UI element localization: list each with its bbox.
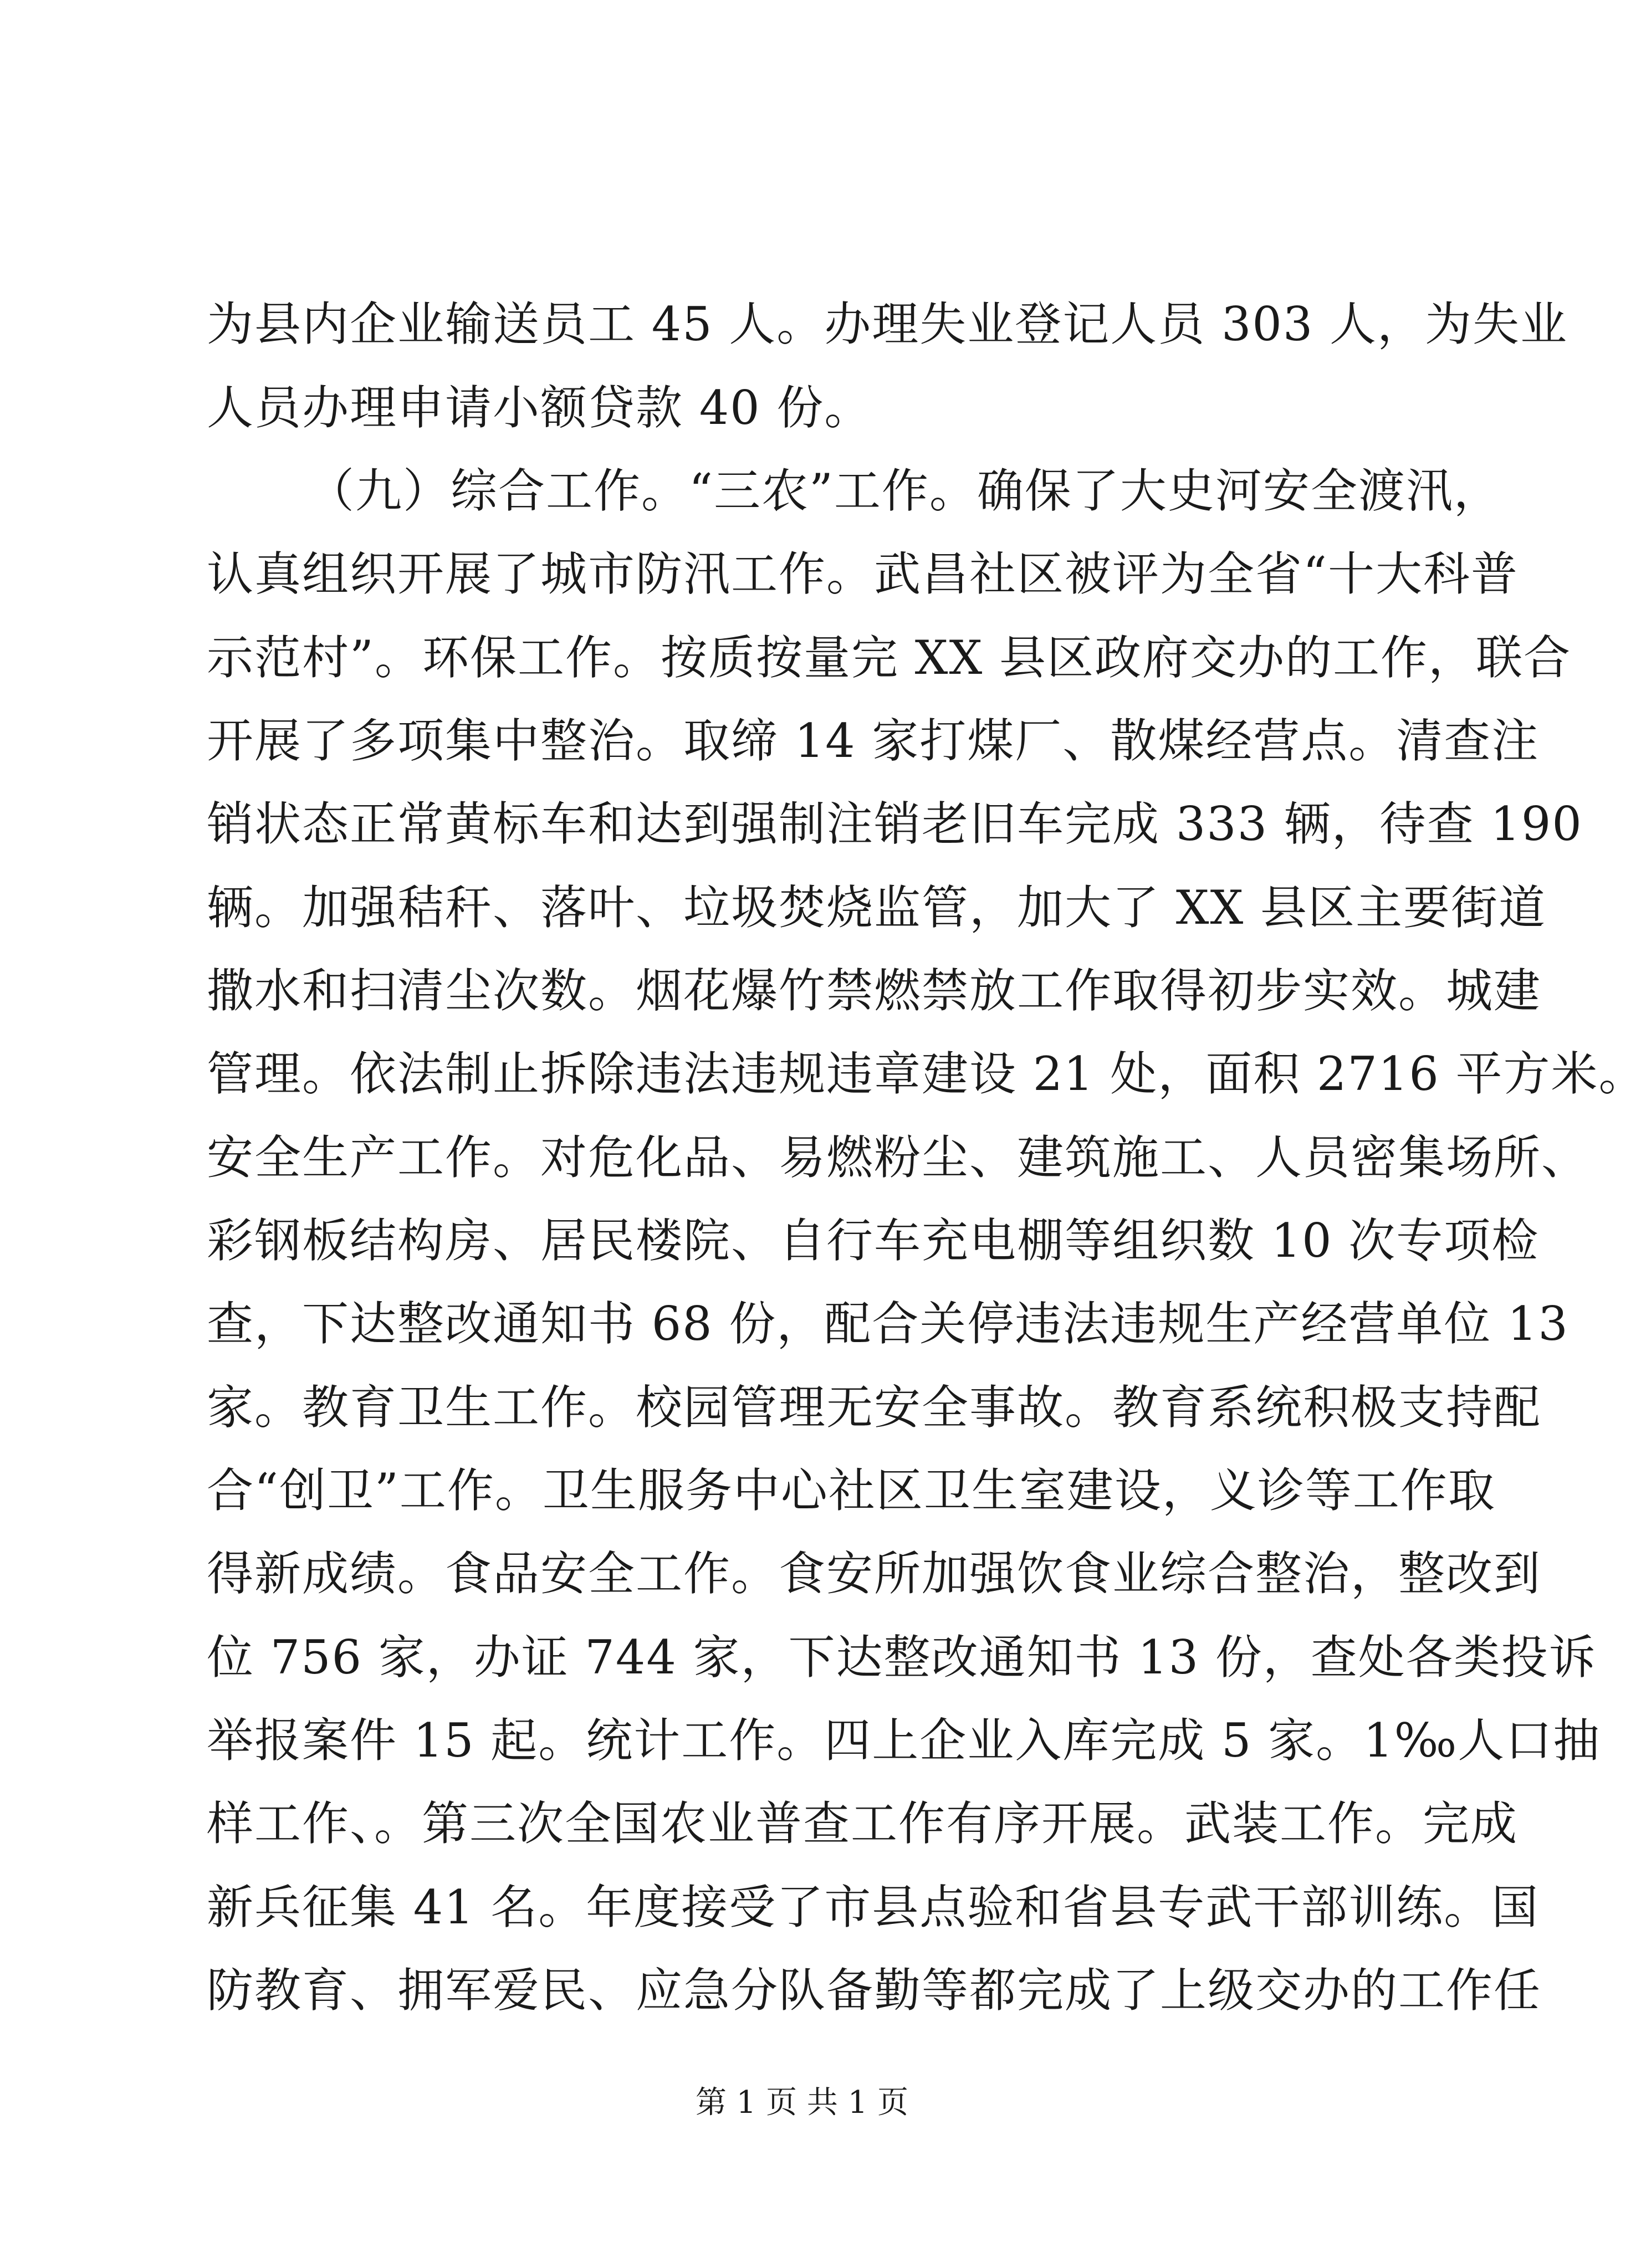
body-text-line: 撒水和扫清尘次数。烟花爆竹禁燃禁放工作取得初步实效。城建 bbox=[207, 964, 1542, 1018]
body-text-line: 认真组织开展了城市防汛工作。武昌社区被评为全省“十大科普 bbox=[207, 547, 1519, 601]
body-text-line: 管理。依法制止拆除违法违规违章建设 21 处，面积 2716 平方米。 bbox=[207, 1047, 1646, 1101]
body-text-line: 开展了多项集中整治。取缔 14 家打煤厂、散煤经营点。清查注 bbox=[207, 714, 1540, 768]
body-text-line: 示范村”。环保工作。按质按量完 XX 县区政府交办的工作，联合 bbox=[207, 631, 1571, 685]
body-text-line: 查，下达整改通知书 68 份，配合关停违法违规生产经营单位 13 bbox=[207, 1297, 1569, 1351]
body-text-line: 位 756 家，办证 744 家，下达整改通知书 13 份，查处各类投诉 bbox=[207, 1630, 1597, 1685]
body-text-line: 为县内企业输送员工 45 人。办理失业登记人员 303 人，为失业 bbox=[207, 297, 1568, 351]
body-text-line: 人员办理申请小额贷款 40 份。 bbox=[207, 381, 872, 435]
body-text-line: 合“创卫”工作。卫生服务中心社区卫生室建设，义诊等工作取 bbox=[207, 1463, 1496, 1518]
paragraph-start-line: （九）综合工作。“三农”工作。确保了大史河安全渡汛， bbox=[308, 464, 1501, 518]
page-footer: 第 1 页 共 1 页 bbox=[695, 2085, 909, 2121]
body-text-line: 举报案件 15 起。统计工作。四上企业入库完成 5 家。1‰人口抽 bbox=[207, 1713, 1601, 1768]
body-text-line: 家。教育卫生工作。校园管理无安全事故。教育系统积极支持配 bbox=[207, 1380, 1542, 1435]
body-text-line: 防教育、拥军爱民、应急分队备勤等都完成了上级交办的工作任 bbox=[207, 1963, 1542, 2018]
body-text-line: 得新成绩。食品安全工作。食安所加强饮食业综合整治，整改到 bbox=[207, 1547, 1542, 1601]
body-text-line: 销状态正常黄标车和达到强制注销老旧车完成 333 辆，待查 190 bbox=[207, 797, 1583, 851]
body-text-line: 样工作、。第三次全国农业普查工作有序开展。武装工作。完成 bbox=[207, 1796, 1519, 1851]
body-text-line: 安全生产工作。对危化品、易燃粉尘、建筑施工、人员密集场所、 bbox=[207, 1130, 1589, 1185]
body-text-line: 新兵征集 41 名。年度接受了市县点验和省县专武干部训练。国 bbox=[207, 1880, 1540, 1934]
body-text-line: 彩钢板结构房、居民楼院、自行车充电棚等组织数 10 次专项检 bbox=[207, 1214, 1540, 1268]
body-text-line: 辆。加强秸秆、落叶、垃圾焚烧监管，加大了 XX 县区主要街道 bbox=[207, 880, 1547, 935]
